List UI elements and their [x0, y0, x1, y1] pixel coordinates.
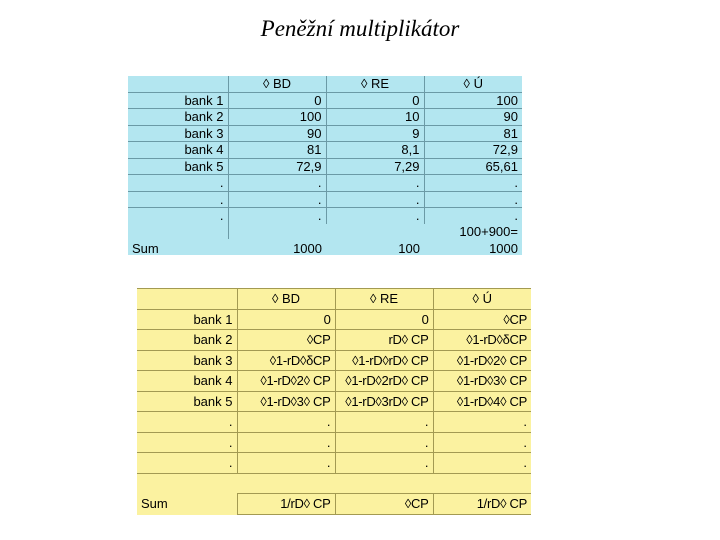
cell-bd: ◊CP: [237, 330, 335, 351]
header-u: ◊ Ú: [424, 76, 522, 92]
cell-bd: 100: [228, 109, 326, 126]
row-label: bank 1: [137, 309, 237, 330]
ellipsis-dot: .: [137, 412, 237, 433]
table-row: [137, 330, 531, 351]
table-row: [128, 142, 522, 159]
ellipsis-dot: .: [228, 175, 326, 192]
cell-u: ◊1-rD◊2◊ CP: [433, 350, 531, 371]
cell-u: 100: [424, 92, 522, 109]
cell-u: ◊1-rD◊4◊ CP: [433, 391, 531, 412]
ellipsis-dot: .: [335, 432, 433, 453]
row-label: bank 5: [128, 158, 228, 175]
cell-u: ◊CP: [433, 309, 531, 330]
row-label: bank 4: [137, 371, 237, 392]
table-row: [128, 125, 522, 142]
empty-cell: [335, 473, 433, 494]
table-row: [137, 391, 531, 412]
cell-u: ◊1-rD◊3◊ CP: [433, 371, 531, 392]
ellipsis-dot: .: [137, 453, 237, 474]
ellipsis-dot: .: [228, 191, 326, 208]
slide-title: Peněžní multiplikátor: [260, 16, 460, 41]
row-label: bank 1: [128, 92, 228, 109]
cell-bd: 72,9: [228, 158, 326, 175]
ellipsis-dot: .: [326, 175, 424, 192]
cell-re: 8,1: [326, 142, 424, 159]
cell-u: ◊1-rD◊δCP: [433, 330, 531, 351]
ellipsis-dot: .: [128, 208, 228, 224]
table-row: [128, 109, 522, 126]
ellipsis-row: [137, 412, 531, 433]
cell-re: 0: [326, 92, 424, 109]
row-label: bank 4: [128, 142, 228, 159]
sum-re: 100: [398, 240, 420, 255]
row-label: bank 2: [128, 109, 228, 126]
cell-u: 65,61: [424, 158, 522, 175]
cell-u: 72,9: [424, 142, 522, 159]
sum-label: Sum: [132, 240, 159, 255]
ellipsis-dot: .: [237, 453, 335, 474]
empty-cell: [326, 224, 424, 240]
ellipsis-row: [137, 453, 531, 474]
u-sum-expression-row: [128, 224, 522, 240]
table-row: [137, 371, 531, 392]
cell-u: 81: [424, 125, 522, 142]
ellipsis-row: [128, 208, 522, 224]
cell-bd: ◊1-rD◊δCP: [237, 350, 335, 371]
table-row: [128, 158, 522, 175]
cell-re: 7,29: [326, 158, 424, 175]
empty-cell: [228, 224, 326, 240]
header-bd: ◊ BD: [237, 289, 335, 310]
ellipsis-dot: .: [128, 191, 228, 208]
row-label: bank 5: [137, 391, 237, 412]
ellipsis-row: [128, 191, 522, 208]
cell-bd: 81: [228, 142, 326, 159]
header-empty: [137, 289, 237, 310]
cell-re: rD◊ CP: [335, 330, 433, 351]
ellipsis-dot: .: [433, 432, 531, 453]
ellipsis-row: [137, 432, 531, 453]
ellipsis-dot: .: [326, 191, 424, 208]
ellipsis-dot: .: [424, 175, 522, 192]
sum-row: [128, 239, 522, 255]
cell-bd: ◊1-rD◊3◊ CP: [237, 391, 335, 412]
header-u: ◊ Ú: [433, 289, 531, 310]
cell-re: 9: [326, 125, 424, 142]
sum-re: ◊CP: [335, 494, 433, 515]
row-label: bank 2: [137, 330, 237, 351]
empty-cell: [237, 473, 335, 494]
cell-re: 0: [335, 309, 433, 330]
sum-u: 1000: [489, 240, 518, 255]
header-re: ◊ RE: [326, 76, 424, 92]
table-header-row: [137, 289, 531, 310]
header-re: ◊ RE: [335, 289, 433, 310]
cell-bd: 90: [228, 125, 326, 142]
ellipsis-dot: .: [326, 208, 424, 224]
ellipsis-dot: .: [424, 191, 522, 208]
ellipsis-dot: .: [128, 175, 228, 192]
u-sum-expression: 100+900=: [459, 223, 518, 239]
empty-cell: [137, 473, 237, 494]
row-label: bank 3: [137, 350, 237, 371]
header-bd: ◊ BD: [228, 76, 326, 92]
table-row: [137, 309, 531, 330]
table-header-row: [128, 76, 522, 92]
ellipsis-dot: .: [433, 453, 531, 474]
ellipsis-dot: .: [433, 412, 531, 433]
cell-re: ◊1-rD◊rD◊ CP: [335, 350, 433, 371]
cell-re: 10: [326, 109, 424, 126]
ellipsis-dot: .: [335, 412, 433, 433]
table-row: [137, 350, 531, 371]
table-numeric-example: [128, 76, 522, 255]
cell-re: ◊1-rD◊2rD◊ CP: [335, 371, 433, 392]
sum-u: 1/rD◊ CP: [433, 494, 531, 515]
table-formula-example: [137, 288, 531, 515]
sum-label: Sum: [141, 496, 168, 512]
table-row: [128, 92, 522, 109]
cell-bd: 0: [228, 92, 326, 109]
ellipsis-dot: .: [137, 432, 237, 453]
empty-cell: [433, 473, 531, 494]
ellipsis-row: [128, 175, 522, 192]
ellipsis-dot: .: [228, 208, 326, 224]
row-label: bank 3: [128, 125, 228, 142]
cell-bd: ◊1-rD◊2◊ CP: [237, 371, 335, 392]
ellipsis-dot: .: [335, 453, 433, 474]
empty-cell: [128, 224, 228, 240]
sum-bd: 1000: [293, 240, 322, 255]
header-empty: [128, 76, 228, 92]
ellipsis-dot: .: [424, 208, 522, 224]
cell-u: 90: [424, 109, 522, 126]
cell-bd: 0: [237, 309, 335, 330]
spacer-row: [137, 473, 531, 494]
ellipsis-dot: .: [237, 432, 335, 453]
cell-re: ◊1-rD◊3rD◊ CP: [335, 391, 433, 412]
sum-row: [137, 494, 531, 515]
ellipsis-dot: .: [237, 412, 335, 433]
sum-bd: 1/rD◊ CP: [237, 494, 335, 515]
